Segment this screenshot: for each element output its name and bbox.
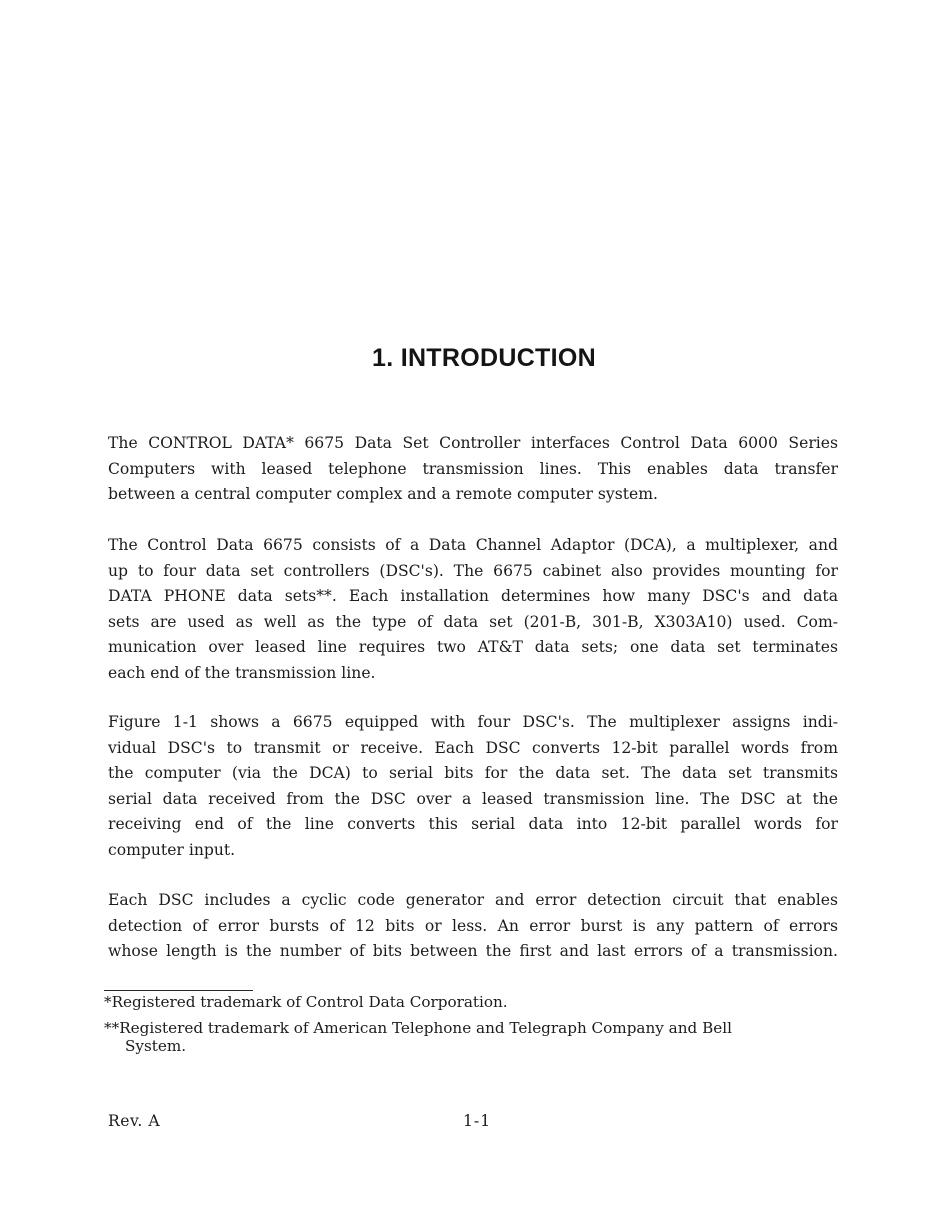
text-line: computer input. xyxy=(108,840,236,859)
text-line: detection of error bursts of 12 bits or less. An error burst is any pattern of errors xyxy=(108,916,838,935)
text-line: receiving end of the line converts this serial data into 12-bit parallel words for xyxy=(108,815,838,833)
footnote-control-data xyxy=(104,993,824,1011)
footnote-divider xyxy=(104,990,253,991)
chapter-title: 1. INTRODUCTION xyxy=(372,344,596,372)
text-line: Each DSC includes a cyclic code generator and error detection circuit that enables xyxy=(108,891,838,909)
footnote-line: *Registered trademark of Control Data Corporation. xyxy=(104,993,508,1011)
text-line: Computers with leased telephone transmission lines. This enables data transfer xyxy=(108,459,838,478)
footnote-line: System. xyxy=(125,1037,187,1055)
text-line: sets are used as well as the type of data set (201-B, 301-B, X303A10) used. Com- xyxy=(108,612,838,631)
text-line: each end of the transmission line. xyxy=(108,663,376,682)
text-line: the computer (via the DCA) to serial bits for the data set. The data set transmits xyxy=(108,764,838,782)
text-line: DATA PHONE data sets**. Each installation determines how many DSC's and data xyxy=(108,587,838,605)
text-line: between a central computer complex and a remote computer system. xyxy=(108,485,658,503)
paragraph-overview xyxy=(108,431,838,508)
footnote-line: **Registered trademark of American Telephone and Telegraph Company and Bell xyxy=(104,1019,732,1037)
text-line: The CONTROL DATA* 6675 Data Set Controller interfaces Control Data 6000 Series xyxy=(108,434,838,452)
page-number: 1-1 xyxy=(463,1112,492,1130)
revision-label: Rev. A xyxy=(108,1112,161,1130)
text-line: whose length is the number of bits between the first and last errors of a transmission. xyxy=(108,942,838,960)
text-line: munication over leased line requires two AT&T data sets; one data set terminates xyxy=(108,638,838,656)
text-line: The Control Data 6675 consists of a Data Channel Adaptor (DCA), a multiplexer, and xyxy=(108,536,838,554)
footnote-att xyxy=(104,1019,824,1055)
paragraph-error-detection xyxy=(108,888,838,965)
text-line: up to four data set controllers (DSC's). The 6675 cabinet also provides mounting for xyxy=(108,561,838,580)
text-line: serial data received from the DSC over a leased transmission line. The DSC at the xyxy=(108,789,838,808)
paragraph-components xyxy=(108,533,838,686)
text-line: Figure 1-1 shows a 6675 equipped with four DSC's. The multiplexer assigns indi- xyxy=(108,713,838,731)
paragraph-operation xyxy=(108,710,838,863)
text-line: vidual DSC's to transmit or receive. Each DSC converts 12-bit parallel words from xyxy=(108,738,838,757)
